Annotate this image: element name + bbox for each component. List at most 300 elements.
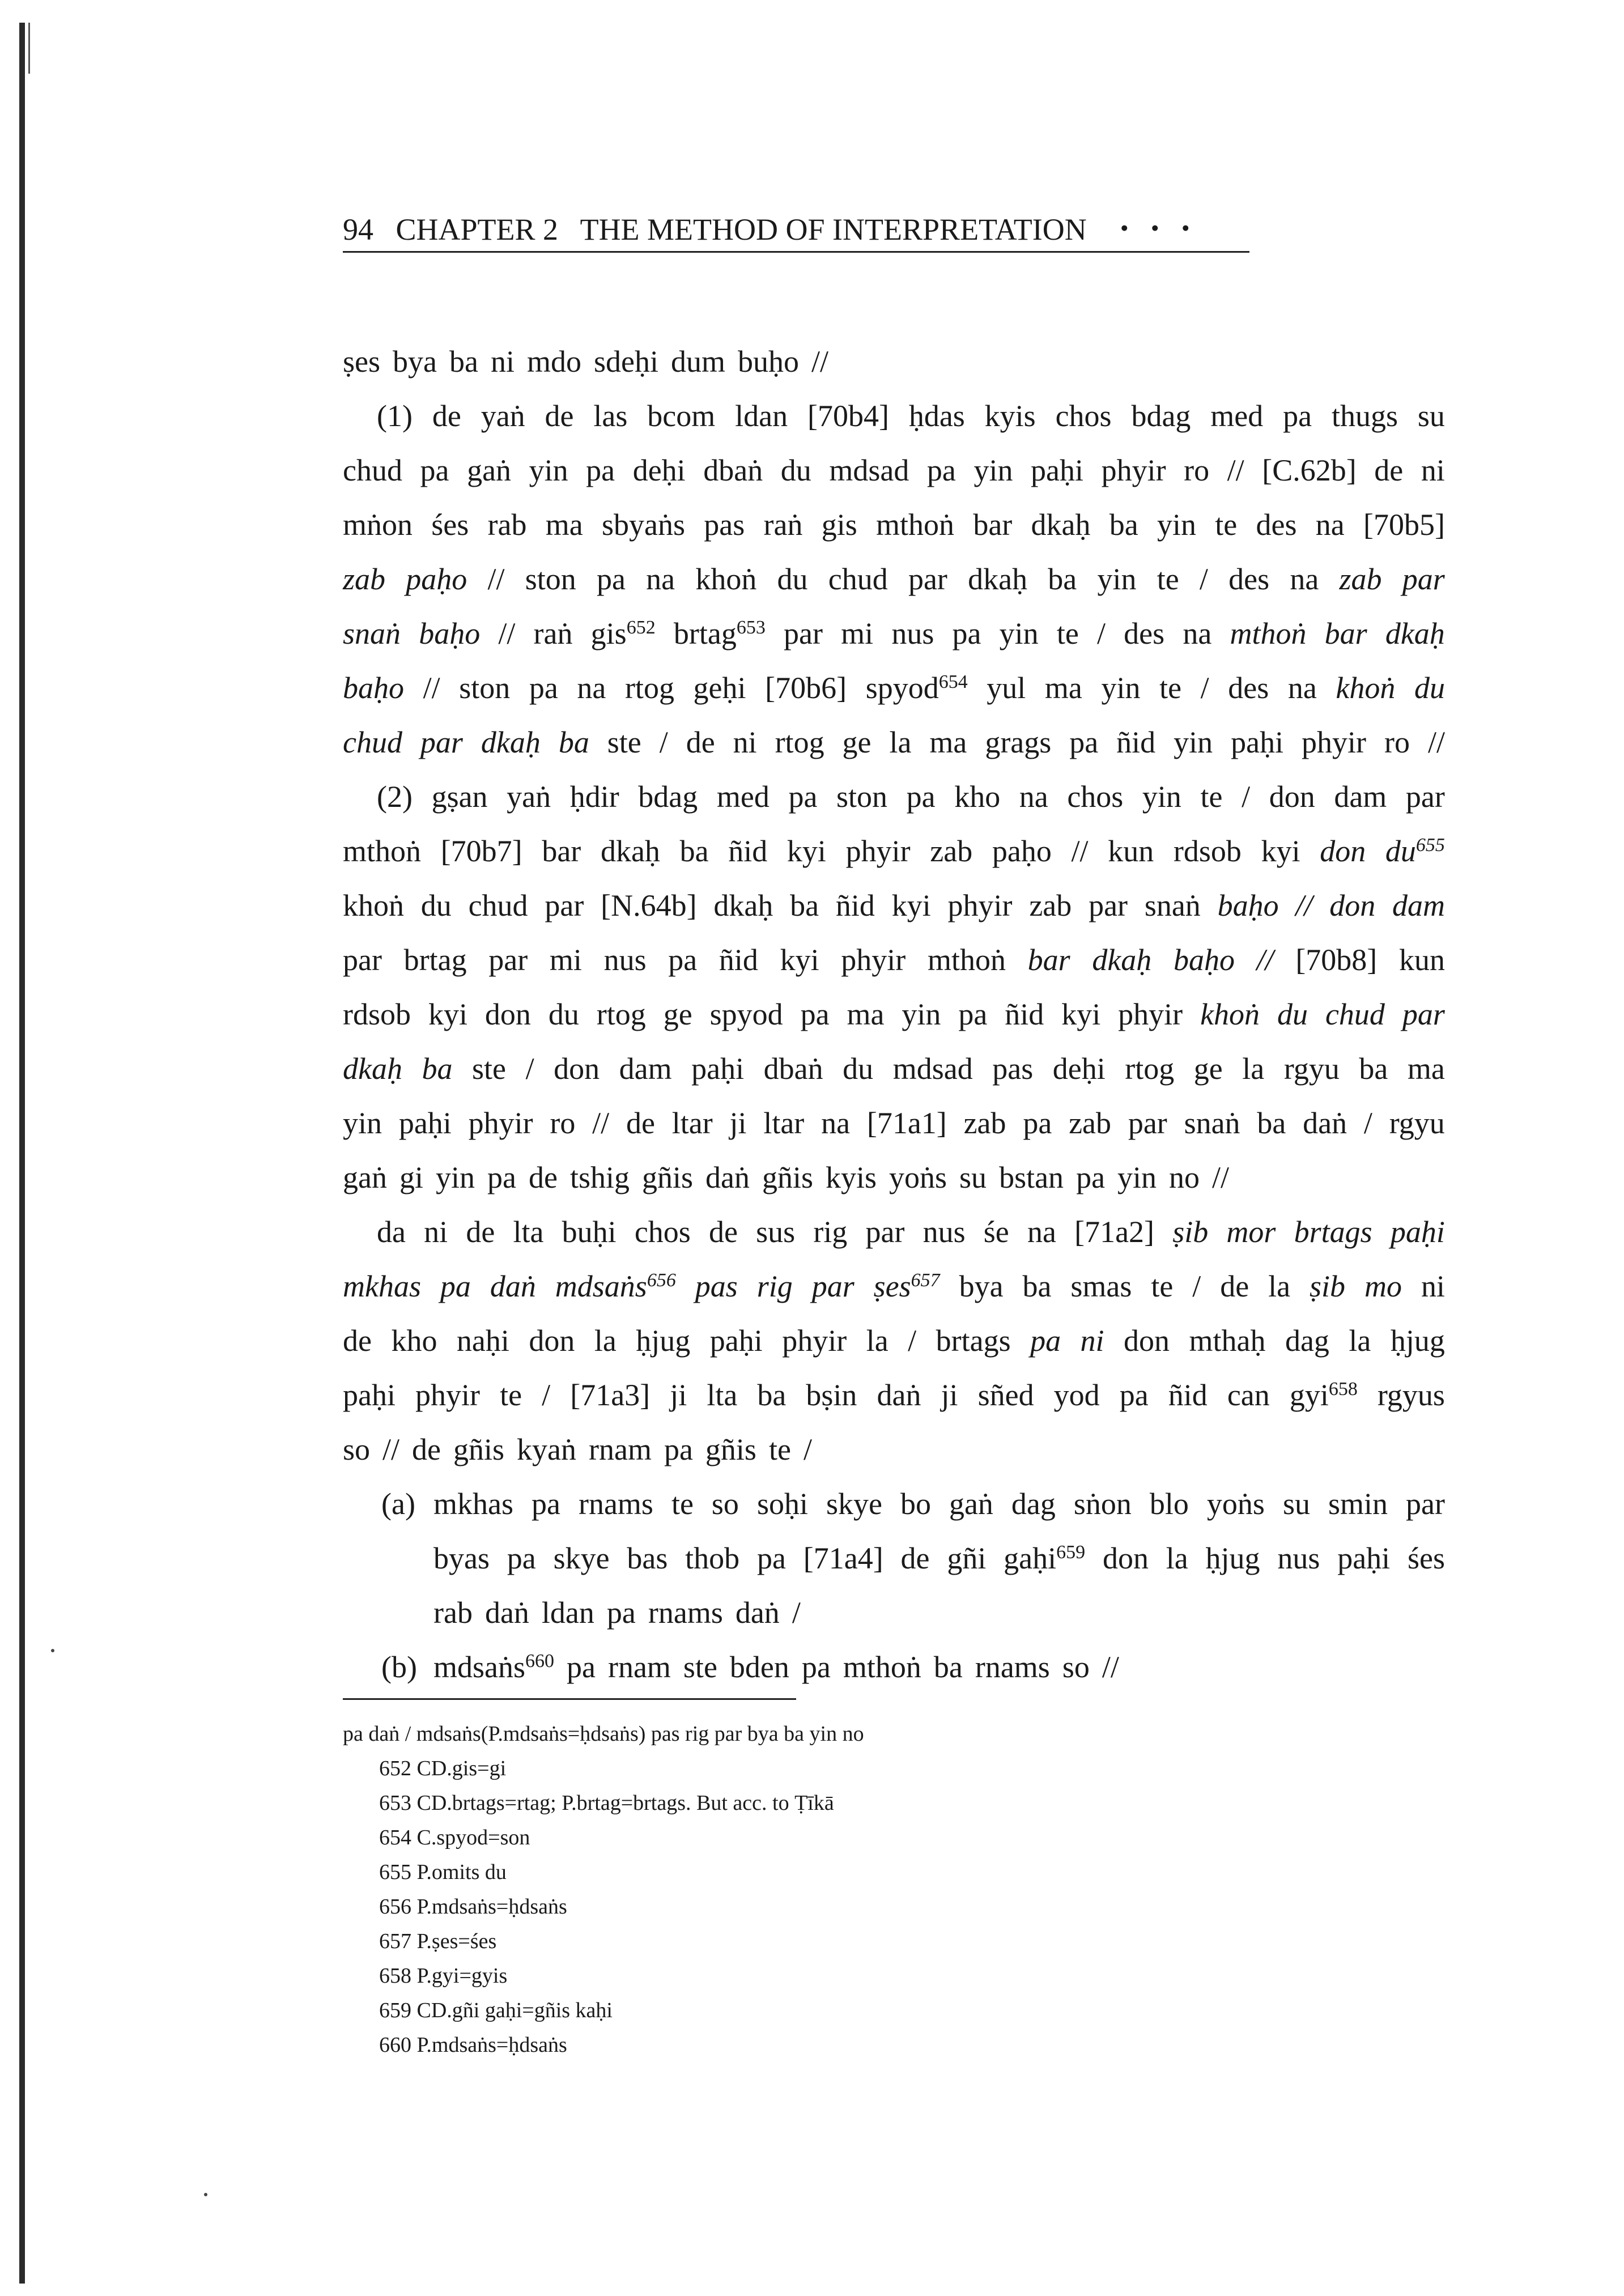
page-number: 94	[343, 212, 373, 246]
word: $du^{655}$	[1385, 834, 1445, 868]
word: du	[1414, 671, 1445, 705]
word: daṅ	[1303, 1106, 1347, 1140]
word: pa	[1030, 1324, 1061, 1358]
word: te	[1056, 616, 1079, 650]
word: khoṅ	[695, 562, 757, 596]
word: gñis	[453, 1432, 505, 1466]
word: na	[821, 1106, 851, 1140]
text-line	[343, 1368, 1445, 1422]
word: śes	[1408, 1541, 1445, 1575]
word: thugs	[1331, 399, 1398, 433]
word: nus	[891, 616, 934, 650]
word: bdag	[1131, 399, 1191, 433]
text-line	[433, 1640, 1445, 1694]
word: na	[577, 671, 606, 705]
word: par	[545, 888, 584, 922]
word: mdsaṅs$^{656}$	[555, 1269, 676, 1303]
footnote-continuation: pa daṅ / mdsaṅs(P.mdsaṅs=ḥdsaṅs) pas rig par bya ba yin no	[343, 1722, 864, 1746]
word: du	[777, 562, 808, 596]
text-line	[343, 1259, 1445, 1313]
word: /	[1200, 671, 1209, 705]
word: med	[716, 780, 770, 814]
word: bcom	[647, 399, 716, 433]
word: par	[1405, 780, 1445, 814]
word: dkaḥ	[600, 834, 660, 868]
word: (2)	[377, 780, 413, 814]
word: te	[1215, 508, 1238, 542]
word: dkaḥ	[1031, 508, 1091, 542]
word: paḥi	[691, 1052, 745, 1086]
list-label: (a)	[381, 1487, 415, 1521]
word: ḥjug	[636, 1324, 691, 1358]
word: na	[1183, 616, 1212, 650]
word: rnam	[607, 1650, 671, 1684]
word: par	[1405, 1487, 1445, 1521]
text-line	[343, 389, 1445, 443]
word: mṅon	[343, 508, 413, 542]
word: ba	[790, 888, 819, 922]
word: dkaḥ	[968, 562, 1028, 596]
word: par	[420, 725, 463, 759]
text-line	[343, 1205, 1445, 1259]
word: pas	[992, 1052, 1034, 1086]
word: ba	[1359, 1052, 1388, 1086]
word: phyir	[1118, 997, 1183, 1031]
word: par	[488, 943, 528, 977]
word: no	[1169, 1160, 1200, 1194]
word: lta	[513, 1215, 544, 1249]
word: du	[780, 453, 811, 487]
text-line	[343, 334, 1445, 389]
word: śes	[431, 508, 469, 542]
scan-edge	[19, 23, 25, 2284]
footnote: 660 P.mdsaṅs=ḥdsaṅs	[379, 2033, 567, 2057]
word: pa	[1283, 399, 1312, 433]
word: kun	[1108, 834, 1154, 868]
text-line	[343, 1041, 1445, 1096]
word: kyi	[1261, 834, 1300, 868]
word: mdo	[526, 345, 581, 379]
word: pa	[1076, 1160, 1106, 1194]
word: [71a2]	[1074, 1215, 1155, 1249]
word: gi	[399, 1160, 423, 1194]
word: don	[1320, 834, 1366, 868]
text-line	[343, 443, 1445, 498]
word: ṣib	[1172, 1215, 1209, 1249]
word: [71a3]	[570, 1378, 651, 1412]
word: mor	[1226, 1215, 1276, 1249]
text-line	[343, 498, 1445, 552]
word: zab	[1029, 888, 1072, 922]
word: des	[1256, 508, 1297, 542]
word: pa	[668, 943, 698, 977]
word: raṅ	[533, 616, 573, 650]
word: kho	[391, 1324, 437, 1358]
word: pa	[487, 1160, 516, 1194]
text-line	[343, 933, 1445, 987]
word: phyir	[1302, 725, 1367, 759]
word: brtags	[936, 1324, 1011, 1358]
word: khoṅ	[1200, 997, 1260, 1031]
footnote: 656 P.mdsaṅs=ḥdsaṅs	[379, 1895, 567, 1919]
word: brtags	[1294, 1215, 1372, 1249]
word: te	[1200, 780, 1223, 814]
text-line	[343, 715, 1445, 769]
word: ḥjug	[1390, 1324, 1445, 1358]
word: ste	[472, 1052, 507, 1086]
word: yin	[1101, 671, 1141, 705]
word: yin	[1157, 508, 1197, 542]
word: [70b5]	[1363, 508, 1445, 542]
word: dam	[619, 1052, 672, 1086]
word: rig	[756, 1269, 793, 1303]
word: ma	[929, 725, 967, 759]
word: mthaḥ	[1189, 1324, 1266, 1358]
word: ṣib	[1310, 1269, 1346, 1303]
word: par	[865, 1215, 905, 1249]
word: pa	[507, 1541, 536, 1575]
word: pa	[1023, 1106, 1052, 1140]
word: rab	[487, 508, 527, 542]
word: ba	[449, 345, 478, 379]
word: ma	[545, 508, 583, 542]
word: /	[1199, 562, 1208, 596]
word: ñid	[1168, 1378, 1208, 1412]
word: la	[889, 725, 912, 759]
word: de	[545, 399, 574, 433]
word: ma	[1044, 671, 1082, 705]
word: rgyu	[1283, 1052, 1340, 1086]
word: mkhas	[433, 1487, 513, 1521]
word: gis	[821, 508, 857, 542]
word: /	[1096, 616, 1106, 650]
scan-speck	[204, 2193, 207, 2196]
word: kyi	[1061, 997, 1101, 1031]
footnote: 659 CD.gñi gaḥi=gñis kaḥi	[379, 1999, 613, 2022]
word: par	[1089, 888, 1128, 922]
word: par	[1402, 997, 1445, 1031]
word: //	[1256, 943, 1274, 977]
word: ji	[670, 1378, 687, 1412]
list-label: (b)	[381, 1650, 417, 1684]
word: ge	[1193, 1052, 1223, 1086]
word: par	[908, 562, 947, 596]
word: /	[525, 1052, 534, 1086]
text-line	[343, 987, 1445, 1041]
word: ḥdas	[908, 399, 965, 433]
word: daṅ	[877, 1378, 921, 1412]
text-line	[433, 1585, 1445, 1640]
word: pa	[1069, 725, 1099, 759]
word: so	[1062, 1650, 1090, 1684]
word: rtog	[596, 997, 646, 1031]
word: de	[626, 1106, 655, 1140]
word: ba	[1257, 1106, 1286, 1140]
word: mthoṅ	[876, 508, 955, 542]
word: [71a1]	[866, 1106, 947, 1140]
word: rnams	[648, 1596, 723, 1630]
word: daṅ	[735, 1596, 780, 1630]
word: ni	[1080, 1324, 1104, 1358]
word: don	[484, 997, 531, 1031]
word: pa	[567, 1650, 596, 1684]
word: pa	[440, 1269, 471, 1303]
word: ni	[424, 1215, 448, 1249]
word: gis$^{652}$	[590, 616, 656, 650]
word: smas	[1070, 1269, 1132, 1303]
word: pas	[704, 508, 745, 542]
word: byas	[433, 1541, 490, 1575]
word: la	[866, 1324, 888, 1358]
word: //	[1427, 725, 1445, 759]
word: ñid	[835, 888, 875, 922]
word: naḥi	[456, 1324, 509, 1358]
word: yod	[1053, 1378, 1100, 1412]
word: spyod$^{654}$	[865, 671, 968, 705]
word: //	[498, 616, 516, 650]
word: par	[811, 1269, 854, 1303]
text-line	[343, 606, 1445, 661]
word: la	[594, 1324, 617, 1358]
word: du	[420, 888, 452, 922]
word: dag	[1285, 1324, 1329, 1358]
word: paḥi	[1031, 453, 1083, 487]
word: ba	[558, 725, 589, 759]
word: daṅ	[490, 1269, 536, 1303]
word: mthoṅ	[1230, 616, 1307, 650]
word: bar	[1324, 616, 1367, 650]
word: rtog	[1125, 1052, 1175, 1086]
word: raṅ	[763, 508, 803, 542]
word: sus	[756, 1215, 796, 1249]
word: yin	[529, 453, 568, 487]
word: skye	[553, 1541, 610, 1575]
word: yoṅs	[889, 1160, 947, 1194]
word: dkaḥ	[343, 1052, 402, 1086]
word: de	[900, 1541, 930, 1575]
word: [70b7]	[440, 834, 522, 868]
word: dbaṅ	[763, 1052, 823, 1086]
text-line	[343, 1150, 1445, 1205]
word: na	[1019, 780, 1048, 814]
word: thob	[685, 1541, 740, 1575]
word: pa	[532, 1487, 560, 1521]
word: snaṅ	[1144, 888, 1201, 922]
word: te	[500, 1378, 522, 1412]
footnotes	[343, 1717, 1419, 2063]
word: ldan	[541, 1596, 594, 1630]
word: dam	[1392, 888, 1445, 922]
word: zab	[343, 562, 386, 596]
word: du	[1277, 997, 1308, 1031]
footnote: 654 C.spyod=son	[379, 1826, 530, 1849]
word: kyi	[780, 943, 819, 977]
word: rtog	[624, 671, 674, 705]
word: paḥi	[343, 1378, 396, 1412]
word: de	[1220, 1269, 1249, 1303]
word: su	[959, 1160, 987, 1194]
word: ste	[607, 725, 641, 759]
text-line	[343, 661, 1445, 715]
text-line	[343, 878, 1445, 933]
word: gṣan	[431, 780, 488, 814]
word: nus	[1277, 1541, 1320, 1575]
word: [70b6]	[765, 671, 847, 705]
word: mkhas	[343, 1269, 421, 1303]
word: yaṅ	[507, 780, 551, 814]
text-line	[343, 552, 1445, 606]
word: //	[592, 1106, 610, 1140]
word: rgyus	[1377, 1378, 1445, 1412]
word: /	[1242, 780, 1251, 814]
word: grags	[985, 725, 1052, 759]
word: phyir	[782, 1324, 847, 1358]
word: par	[1128, 1106, 1167, 1140]
word: //	[1212, 1160, 1230, 1194]
word: ḥjug	[1205, 1541, 1260, 1575]
footnote: 657 P.ṣes=śes	[379, 1929, 497, 1953]
word: //	[423, 671, 440, 705]
word: daṅ	[705, 1160, 750, 1194]
word: de	[412, 1432, 441, 1466]
word: yin	[973, 453, 1013, 487]
word: don	[1269, 780, 1315, 814]
word: kun	[1398, 943, 1445, 977]
word: phyir	[845, 834, 911, 868]
text-line	[343, 1313, 1445, 1368]
word: paḥi	[1390, 1215, 1445, 1249]
word: rig	[813, 1215, 848, 1249]
word: phyir	[1101, 453, 1166, 487]
word: ni	[1421, 1269, 1445, 1303]
word: ba	[933, 1650, 963, 1684]
word: paḥi	[398, 1106, 452, 1140]
word: //	[1227, 453, 1244, 487]
word: dkaḥ	[1385, 616, 1445, 650]
word: gñis	[762, 1160, 813, 1194]
word: ston	[836, 780, 888, 814]
word: ni	[490, 345, 515, 379]
word: de	[343, 1324, 372, 1358]
word: ji	[941, 1378, 958, 1412]
word: ste	[683, 1650, 717, 1684]
word: bya	[393, 345, 437, 379]
word: yoṅs	[1206, 1487, 1265, 1521]
word: sṅon	[1073, 1487, 1132, 1521]
text-line	[343, 769, 1445, 824]
word: zab	[1339, 562, 1382, 596]
word: //	[487, 562, 505, 596]
word: ba	[422, 1052, 453, 1086]
word: bas	[627, 1541, 668, 1575]
word: so	[711, 1487, 739, 1521]
word: snaṅ	[343, 616, 401, 650]
word: pa	[757, 1541, 786, 1575]
footnote: 653 CD.brtags=rtag; P.brtag=brtags. But acc. to Ṭīkā	[379, 1791, 834, 1815]
word: [C.62b]	[1262, 453, 1357, 487]
word: pa	[801, 1650, 831, 1684]
word: ṣes	[343, 345, 380, 379]
word: par	[343, 943, 382, 977]
word: don	[554, 1052, 600, 1086]
word: ñid	[728, 834, 768, 868]
word: //	[1071, 834, 1089, 868]
word: zab	[963, 1106, 1006, 1140]
word: khoṅ	[343, 888, 404, 922]
word: rab	[433, 1596, 473, 1630]
word: sdeḥi	[593, 345, 658, 379]
word: chos	[1067, 780, 1124, 814]
word: baḥo	[1173, 943, 1235, 977]
word: na	[1315, 508, 1345, 542]
word: pas	[695, 1269, 738, 1303]
word: bo	[900, 1487, 931, 1521]
text-line	[433, 1477, 1445, 1531]
word: ji	[729, 1106, 747, 1140]
word: don	[1124, 1324, 1170, 1358]
scan-speck	[51, 1649, 54, 1652]
word: yaṅ	[481, 399, 525, 433]
word: na	[1290, 562, 1319, 596]
word: sñed	[977, 1378, 1034, 1412]
word: las	[593, 399, 628, 433]
text-line	[343, 824, 1445, 878]
word: pa	[926, 453, 956, 487]
running-header	[343, 205, 1249, 253]
word: phyir	[468, 1106, 533, 1140]
word: [N.64b]	[601, 888, 697, 922]
word: mthoṅ	[843, 1650, 921, 1684]
word: //	[811, 345, 828, 379]
word: pa	[958, 997, 988, 1031]
word: du	[843, 1052, 874, 1086]
word: la	[1349, 1324, 1371, 1358]
word: la	[1166, 1541, 1188, 1575]
word: chud	[468, 888, 528, 922]
word: na	[646, 562, 675, 596]
word: phyir	[415, 1378, 481, 1412]
word: gyi$^{658}$	[1289, 1378, 1358, 1412]
word: de	[432, 399, 461, 433]
chapter-label: CHAPTER 2	[396, 212, 559, 246]
word: rdsob	[343, 997, 411, 1031]
text-line	[343, 1096, 1445, 1150]
word: na	[1027, 1215, 1056, 1249]
word: yin	[1097, 562, 1137, 596]
word: zab	[930, 834, 973, 868]
word: rnam	[589, 1432, 652, 1466]
word: ro	[550, 1106, 576, 1140]
word: ba	[757, 1378, 787, 1412]
word: pa	[664, 1432, 693, 1466]
word: don	[1329, 888, 1376, 922]
word: daṅ	[484, 1596, 529, 1630]
word: de	[708, 1215, 738, 1249]
word: ge	[842, 725, 871, 759]
word: paḥo	[406, 562, 467, 596]
word: yin	[902, 997, 941, 1031]
word: par	[784, 616, 823, 650]
word: baḥo	[419, 616, 481, 650]
word: rtog	[775, 725, 824, 759]
word: ltar	[763, 1106, 805, 1140]
word: ma	[847, 997, 885, 1031]
word: /	[803, 1432, 812, 1466]
word: ro	[1184, 453, 1210, 487]
word: ba	[1048, 562, 1077, 596]
word: pa	[596, 562, 626, 596]
word: can	[1227, 1378, 1270, 1412]
